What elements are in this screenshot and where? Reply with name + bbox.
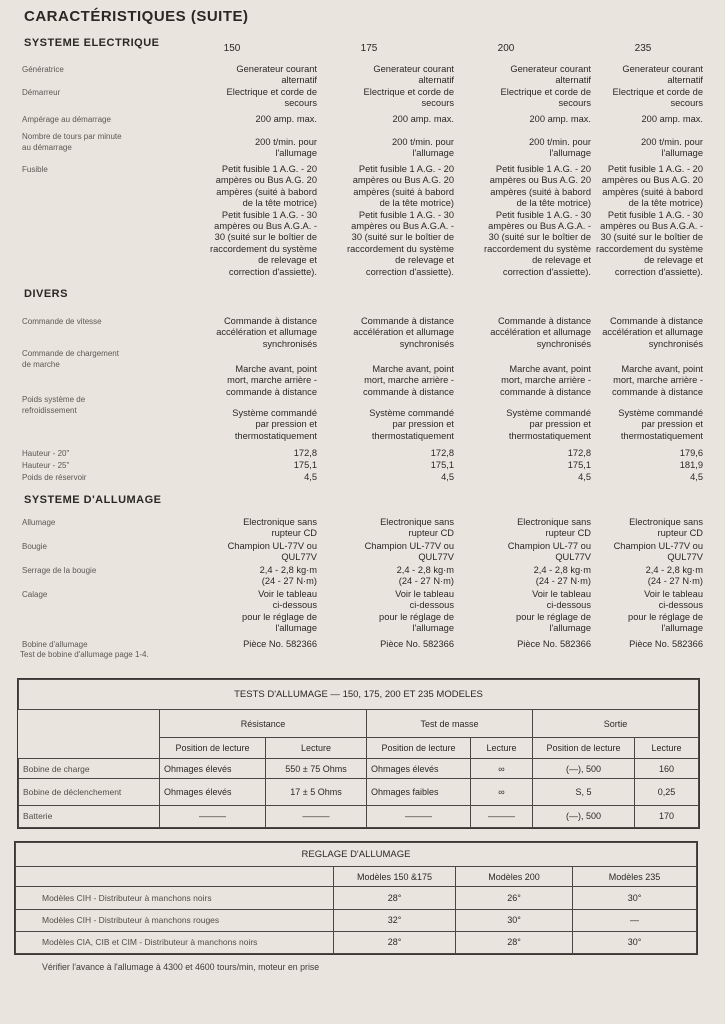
spec-value: 200 amp. max. bbox=[392, 114, 454, 124]
subheader: Position de lecture bbox=[533, 737, 635, 758]
table-row bbox=[19, 759, 699, 779]
spec-row-serrage-bougie bbox=[22, 565, 705, 588]
spec-value: Electrique et corde de secours bbox=[363, 87, 454, 109]
spec-value: 175,1 bbox=[430, 460, 454, 470]
spec-value: Electronique sans rupteur CD bbox=[243, 517, 317, 539]
table-cell: Ohmages élevés bbox=[160, 759, 266, 779]
table-row bbox=[19, 805, 699, 827]
group-header-sortie: Sortie bbox=[533, 710, 699, 737]
table-cell: Ohmages élevés bbox=[160, 779, 266, 805]
group-header-masse: Test de masse bbox=[367, 710, 533, 737]
section-heading-electrique: SYSTEME ELECTRIQUE bbox=[24, 37, 160, 49]
table-cell: 28° bbox=[334, 931, 456, 953]
spec-value: 200 amp. max. bbox=[529, 114, 591, 124]
spec-value: 172,8 bbox=[430, 448, 454, 458]
table-row bbox=[16, 909, 697, 931]
spec-value: Generateur courant alternatif bbox=[510, 64, 591, 86]
model-header-200: 200 bbox=[497, 43, 515, 54]
spec-value: Commande à distance accélération et allumage synchronisés bbox=[602, 316, 703, 349]
spec-value: 4,5 bbox=[441, 472, 454, 482]
table-cell: (—), 500 bbox=[533, 759, 635, 779]
spec-row-bobine bbox=[22, 639, 705, 650]
row-label: Bobine de charge bbox=[19, 759, 160, 779]
table-row bbox=[16, 887, 697, 909]
spec-value: Petit fusible 1 A.G. - 20 ampères ou Bus A.G. 20 ampères (suité à babord de la tête motrice) Petit fusible 1 A.G. - 30 ampères ou Bus A.G.A. - 30 (suité sur le boîtier de raccordement du système de relevage et correction d'assiette). bbox=[347, 164, 454, 277]
spec-value: 4,5 bbox=[304, 472, 317, 482]
table-cell: ——— bbox=[266, 805, 367, 827]
table-cell: Ohmages faibles bbox=[367, 779, 471, 805]
tests-allumage-table bbox=[17, 678, 700, 829]
spec-label: Allumage bbox=[22, 518, 56, 527]
spec-value: 200 t/min. pour l'allumage bbox=[640, 137, 703, 159]
page-title: CARACTÉRISTIQUES (SUITE) bbox=[24, 8, 249, 25]
spec-label: Nombre de tours par minute au démarrage bbox=[22, 132, 122, 152]
model-column-header: Modèles 200 bbox=[456, 867, 573, 887]
table-cell: 30° bbox=[573, 931, 697, 953]
spec-value: 172,8 bbox=[567, 448, 591, 458]
spec-value: Commande à distance accélération et allumage synchronisés bbox=[216, 316, 317, 349]
spec-row-allumage bbox=[22, 517, 705, 540]
table-cell: S, 5 bbox=[533, 779, 635, 805]
table-cell: ∞ bbox=[471, 779, 533, 805]
spec-value: Pièce No. 582366 bbox=[517, 639, 591, 649]
spec-row-calage bbox=[22, 589, 705, 635]
spec-value: Système commandé par pression et thermostatiquement bbox=[506, 408, 591, 441]
model-header-150: 150 bbox=[223, 43, 241, 54]
spec-label: Hauteur - 25" bbox=[22, 461, 70, 470]
spec-row-demarreur bbox=[22, 87, 705, 110]
table-cell: 0,25 bbox=[635, 779, 699, 805]
spec-value: 175,1 bbox=[293, 460, 317, 470]
spec-value: 4,5 bbox=[578, 472, 591, 482]
reglage-allumage-table bbox=[14, 841, 698, 955]
table-corner bbox=[16, 867, 334, 887]
spec-value: 2,4 - 2,8 kg·m (24 - 27 N·m) bbox=[533, 565, 591, 587]
spec-label: Génératrice bbox=[22, 65, 64, 74]
row-label: Modèles CIH - Distributeur à manchons noirs bbox=[16, 887, 334, 909]
spec-value: Electrique et corde de secours bbox=[500, 87, 591, 109]
spec-value: Champion UL-77V ou QUL77V bbox=[364, 541, 454, 563]
subheader: Lecture bbox=[635, 737, 699, 758]
table-cell: 170 bbox=[635, 805, 699, 827]
spec-value: Commande à distance accélération et allumage synchronisés bbox=[490, 316, 591, 349]
test-bobine-note: Test de bobine d'allumage page 1-4. bbox=[20, 650, 149, 659]
spec-value: Système commandé par pression et thermostatiquement bbox=[618, 408, 703, 441]
spec-value: Marche avant, point mort, marche arrière - commande à distance bbox=[500, 364, 591, 397]
spec-value: Electrique et corde de secours bbox=[226, 87, 317, 109]
spec-label: Commande de chargement de marche bbox=[22, 349, 119, 369]
spec-value: 4,5 bbox=[690, 472, 703, 482]
spec-row-hauteur-20 bbox=[22, 448, 705, 459]
table-cell: (—), 500 bbox=[533, 805, 635, 827]
subheader: Lecture bbox=[266, 737, 367, 758]
spec-label: Calage bbox=[22, 590, 48, 599]
table-cell: 28° bbox=[334, 887, 456, 909]
spec-row-tours-demarrage bbox=[22, 131, 705, 160]
spec-value: Champion UL-77V ou QUL77V bbox=[227, 541, 317, 563]
spec-value: Petit fusible 1 A.G. - 20 ampères ou Bus A.G. 20 ampères (suité à babord de la tête motrice) Petit fusible 1 A.G. - 30 ampères ou Bus A.G.A. - 30 (suité sur le boîtier de raccordement du système de relevage et correction d'assiette). bbox=[210, 164, 317, 277]
spec-value: 2,4 - 2,8 kg·m (24 - 27 N·m) bbox=[645, 565, 703, 587]
spec-value: 200 t/min. pour l'allumage bbox=[528, 137, 591, 159]
reglage-table-title: REGLAGE D'ALLUMAGE bbox=[16, 843, 697, 867]
spec-row-refroidissement bbox=[22, 394, 705, 442]
spec-value: Voir le tableau ci-dessous pour le réglage de l'allumage bbox=[628, 589, 703, 634]
model-header-235: 235 bbox=[634, 43, 652, 54]
table-cell: ∞ bbox=[471, 759, 533, 779]
table-cell: ——— bbox=[367, 805, 471, 827]
table-row bbox=[16, 931, 697, 953]
spec-value: Voir le tableau ci-dessous pour le réglage de l'allumage bbox=[242, 589, 317, 634]
table-cell: ——— bbox=[471, 805, 533, 827]
table-cell: Ohmages élevés bbox=[367, 759, 471, 779]
table-cell: 550 ± 75 Ohms bbox=[266, 759, 367, 779]
spec-row-bougie bbox=[22, 541, 705, 564]
spec-row-commande-vitesse bbox=[22, 316, 705, 350]
spec-row-poids-reservoir bbox=[22, 472, 705, 483]
spec-value: 200 t/min. pour l'allumage bbox=[391, 137, 454, 159]
section-heading-allumage: SYSTEME D'ALLUMAGE bbox=[24, 494, 162, 506]
model-header-175: 175 bbox=[360, 43, 378, 54]
row-label: Bobine de déclenchement bbox=[19, 779, 160, 805]
spec-label: Bobine d'allumage bbox=[22, 640, 88, 649]
spec-value: 181,9 bbox=[679, 460, 703, 470]
spec-row-hauteur-25 bbox=[22, 460, 705, 471]
spec-row-generatrice bbox=[22, 64, 705, 87]
spec-value: Marche avant, point mort, marche arrière - commande à distance bbox=[226, 364, 317, 397]
spec-value: Voir le tableau ci-dessous pour le réglage de l'allumage bbox=[379, 589, 454, 634]
spec-label: Poids de réservoir bbox=[22, 473, 87, 482]
table-cell: ——— bbox=[160, 805, 266, 827]
table-row bbox=[19, 779, 699, 805]
spec-value: Generateur courant alternatif bbox=[373, 64, 454, 86]
spec-value: 2,4 - 2,8 kg·m (24 - 27 N·m) bbox=[259, 565, 317, 587]
table-cell: 32° bbox=[334, 909, 456, 931]
subheader: Lecture bbox=[471, 737, 533, 758]
spec-value: Pièce No. 582366 bbox=[629, 639, 703, 649]
subheader: Position de lecture bbox=[367, 737, 471, 758]
model-column-header: Modèles 150 &175 bbox=[334, 867, 456, 887]
row-label: Modèles CIA, CIB et CIM - Distributeur à manchons noirs bbox=[16, 931, 334, 953]
spec-value: 179,6 bbox=[679, 448, 703, 458]
spec-value: Electrique et corde de secours bbox=[612, 87, 703, 109]
table-cell: 30° bbox=[573, 887, 697, 909]
spec-value: Champion UL-77V ou QUL77V bbox=[613, 541, 703, 563]
spec-value: Generateur courant alternatif bbox=[236, 64, 317, 86]
spec-label: Fusible bbox=[22, 165, 48, 174]
table-cell: 28° bbox=[456, 931, 573, 953]
spec-row-amperage bbox=[22, 114, 705, 125]
spec-value: 200 t/min. pour l'allumage bbox=[254, 137, 317, 159]
table-cell: 160 bbox=[635, 759, 699, 779]
row-label: Modèles CIH - Distributeur à manchons rouges bbox=[16, 909, 334, 931]
spec-label: Bougie bbox=[22, 542, 47, 551]
spec-value: Système commandé par pression et thermostatiquement bbox=[232, 408, 317, 441]
spec-value: 200 amp. max. bbox=[255, 114, 317, 124]
spec-value: 200 amp. max. bbox=[641, 114, 703, 124]
spec-label: Poids système de refroidissement bbox=[22, 395, 86, 415]
spec-value: Electronique sans rupteur CD bbox=[380, 517, 454, 539]
spec-value: Petit fusible 1 A.G. - 20 ampères ou Bus A.G. 20 ampères (suité à babord de la tête motrice) Petit fusible 1 A.G. - 30 ampères ou Bus A.G.A. - 30 (suité sur le boîtier de raccordement du système de relevage et correction d'assiette). bbox=[596, 164, 703, 277]
spec-row-fusible bbox=[22, 164, 705, 278]
spec-value: 172,8 bbox=[293, 448, 317, 458]
spec-value: Commande à distance accélération et allumage synchronisés bbox=[353, 316, 454, 349]
spec-value: Pièce No. 582366 bbox=[380, 639, 454, 649]
spec-value: Pièce No. 582366 bbox=[243, 639, 317, 649]
subheader: Position de lecture bbox=[160, 737, 266, 758]
section-heading-divers: DIVERS bbox=[24, 288, 68, 300]
spec-label: Ampérage au démarrage bbox=[22, 115, 111, 124]
spec-value: Voir le tableau ci-dessous pour le réglage de l'allumage bbox=[516, 589, 591, 634]
spec-value: Generateur courant alternatif bbox=[622, 64, 703, 86]
spec-label: Démarreur bbox=[22, 88, 61, 97]
spec-label: Hauteur - 20" bbox=[22, 449, 70, 458]
footnote: Vérifier l'avance à l'allumage à 4300 et 4600 tours/min, moteur en prise bbox=[42, 962, 320, 972]
table-corner bbox=[19, 710, 160, 759]
group-header-resistance: Résistance bbox=[160, 710, 367, 737]
spec-value: Electronique sans rupteur CD bbox=[517, 517, 591, 539]
table-cell: 30° bbox=[456, 909, 573, 931]
spec-label: Serrage de la bougie bbox=[22, 566, 97, 575]
table-cell: 26° bbox=[456, 887, 573, 909]
spec-value: Marche avant, point mort, marche arrière - commande à distance bbox=[612, 364, 703, 397]
spec-value: 175,1 bbox=[567, 460, 591, 470]
spec-value: Marche avant, point mort, marche arrière - commande à distance bbox=[363, 364, 454, 397]
model-column-header: Modèles 235 bbox=[573, 867, 697, 887]
table-cell: 17 ± 5 Ohms bbox=[266, 779, 367, 805]
spec-value: Champion UL-77 ou QUL77V bbox=[507, 541, 591, 563]
table-cell: — bbox=[573, 909, 697, 931]
spec-value: Electronique sans rupteur CD bbox=[629, 517, 703, 539]
spec-value: Petit fusible 1 A.G. - 20 ampères ou Bus A.G. 20 ampères (suité à babord de la tête motrice) Petit fusible 1 A.G. - 30 ampères ou Bus A.G.A. - 30 (suité sur le boîtier de raccordement du système de relevage et correction d'assiette). bbox=[484, 164, 591, 277]
spec-value: Système commandé par pression et thermostatiquement bbox=[369, 408, 454, 441]
row-label: Batterie bbox=[19, 805, 160, 827]
spec-label: Commande de vitesse bbox=[22, 317, 102, 326]
tests-table-title: TESTS D'ALLUMAGE — 150, 175, 200 ET 235 MODELES bbox=[19, 680, 699, 710]
spec-row-commande-marche bbox=[22, 348, 705, 398]
spec-value: 2,4 - 2,8 kg·m (24 - 27 N·m) bbox=[396, 565, 454, 587]
